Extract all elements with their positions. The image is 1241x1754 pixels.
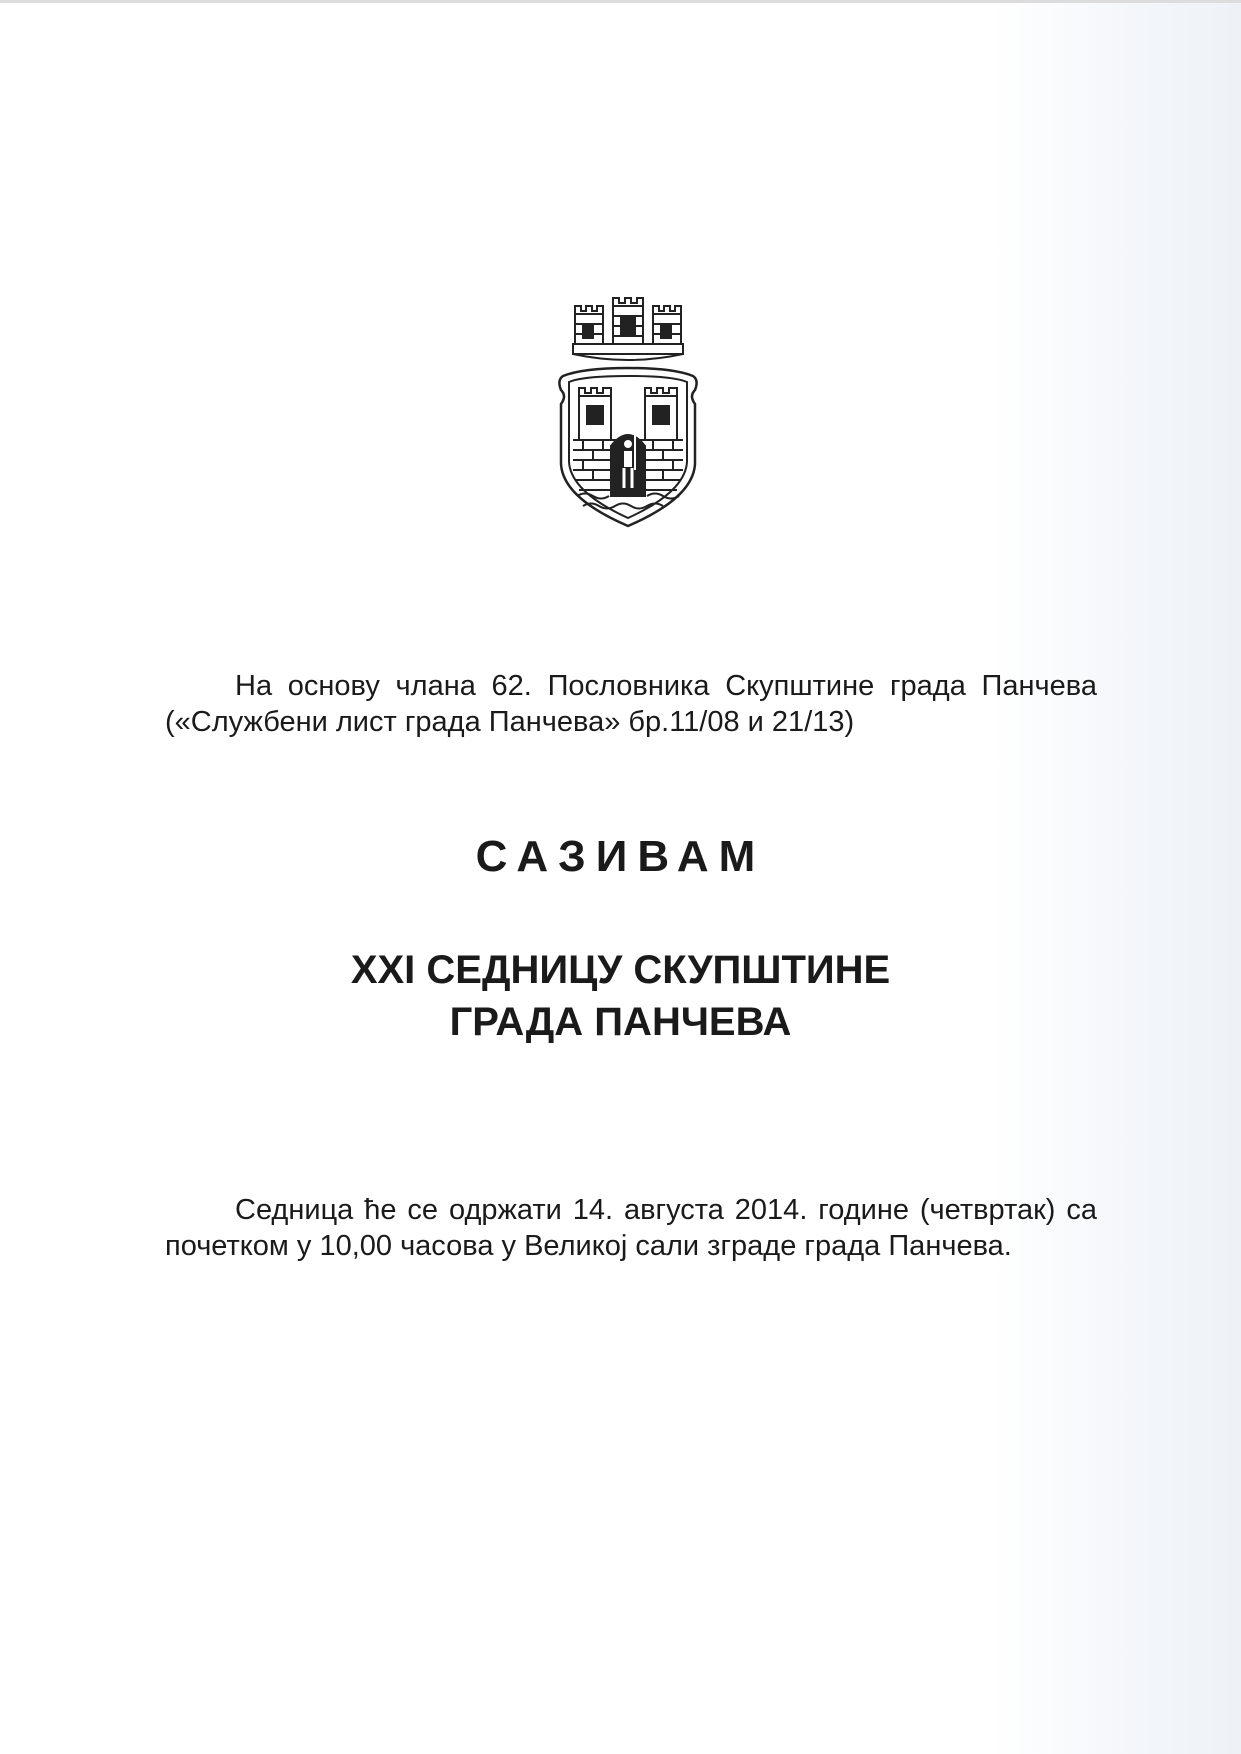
session-title-line-1: XXI СЕДНИЦУ СКУПШТИНЕ bbox=[350, 948, 891, 992]
session-title bbox=[0, 944, 1241, 1048]
coat-of-arms-icon bbox=[553, 284, 703, 529]
session-paragraph bbox=[165, 1192, 1097, 1264]
intro-text: На основу члана 62. Пословника Скупштине града Панчева («Службени лист града Панчева» бр.11/08 и 21/13) bbox=[165, 670, 1097, 738]
intro-paragraph bbox=[165, 668, 1097, 740]
session-title-line-2: ГРАДА ПАНЧЕВА bbox=[449, 1000, 792, 1044]
convene-title: САЗИВАМ bbox=[475, 832, 766, 881]
scan-edge bbox=[0, 0, 1241, 3]
session-text: Седница ће се одржати 14. августа 2014. године (четвртак) са почетком у 10,00 часова у Великој сали зграде града Панчева. bbox=[165, 1194, 1097, 1262]
